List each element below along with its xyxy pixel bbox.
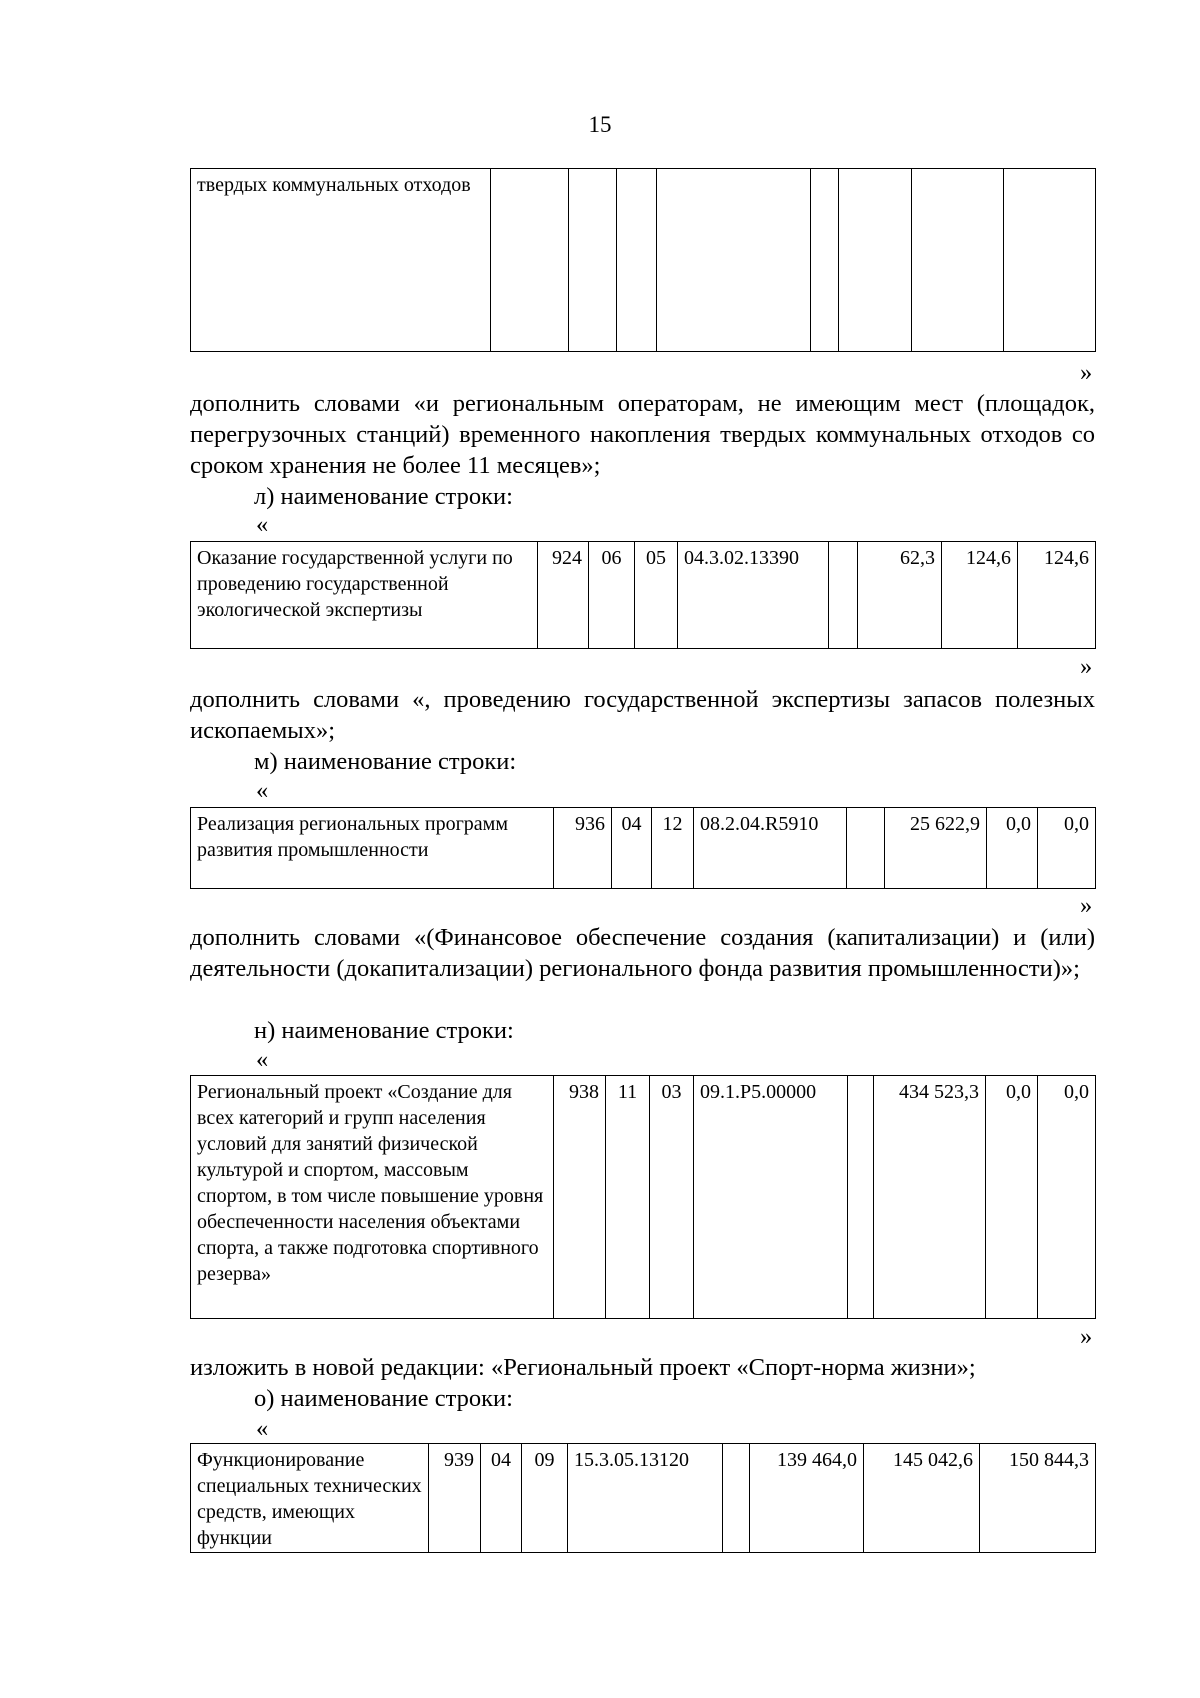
amount-year1-cell: 62,3 [858,542,942,649]
paragraph-amendment-3: дополнить словами «(Финансовое обеспечение создания (капитализации) и (или) деятельности (докапитализации) регионального фонда развития промышленности)»; [190,924,1095,982]
table-row-l [190,541,1096,649]
row-name-cell: Функционирование специальных технических средств, имеющих функции [191,1444,429,1553]
closing-quote: » [1080,1323,1093,1350]
opening-quote: « [256,777,269,804]
subsection-code-cell: 03 [650,1076,694,1319]
expense-type-cell [848,1076,874,1319]
row-name-cell: Оказание государственной услуги по проведению государственной экологической экспертизы [191,542,538,649]
table-row-n [190,1075,1096,1319]
opening-quote: « [256,1046,269,1073]
section-code-cell: 04 [612,808,652,889]
opening-quote: « [256,511,269,538]
heading-item-o: о) наименование строки: [254,1385,513,1412]
table-continuation [190,168,1096,352]
table-row-m [190,807,1096,889]
amount-year1-cell: 25 622,9 [885,808,987,889]
ministry-code-cell: 924 [538,542,589,649]
row-name-cell: Региональный проект «Создание для всех категорий и групп населения условий для занятий физической культурой и спортом, массовым спортом, в том числе повышение уровня обеспеченности населения объектами спорта, а также подготовка спортивного резерва» [191,1076,554,1319]
expense-type-cell [829,542,858,649]
subsection-code-cell: 12 [652,808,694,889]
row-name-cell: Реализация региональных программ развития промышленности [191,808,554,889]
paragraph-amendment-2: дополнить словами «, проведению государственной экспертизы запасов полезных ископаемых»; [190,686,1095,744]
amount-year1-cell: 139 464,0 [750,1444,864,1553]
subsection-code-cell: 09 [522,1444,568,1553]
page-number: 15 [588,112,612,137]
heading-item-l: л) наименование строки: [254,483,513,510]
section-code-cell: 06 [589,542,635,649]
amount-year3-cell: 124,6 [1018,542,1096,649]
target-article-cell: 04.3.02.13390 [678,542,829,649]
expense-type-cell [723,1444,750,1553]
amount-year2-cell: 145 042,6 [864,1444,980,1553]
paragraph-amendment-1: дополнить словами «и региональным операторам, не имеющим мест (площадок, перегрузочных станций) временного накопления твердых коммунальных отходов со сроком хранения не более 11 месяцев»; [190,390,1095,479]
row-name-cell: твердых коммунальных отходов [191,169,491,352]
section-code-cell: 04 [481,1444,522,1553]
closing-quote: » [1080,653,1093,680]
ministry-code-cell: 938 [554,1076,606,1319]
amount-year3-cell: 0,0 [1038,808,1096,889]
amount-year2-cell: 0,0 [987,808,1038,889]
ministry-code-cell: 939 [429,1444,481,1553]
closing-quote: » [1080,359,1093,386]
table-row-o [190,1443,1096,1553]
amount-year3-cell: 0,0 [1038,1076,1096,1319]
expense-type-cell [847,808,885,889]
section-code-cell: 11 [606,1076,650,1319]
ministry-code-cell: 936 [554,808,612,889]
opening-quote: « [256,1415,269,1442]
amount-year1-cell: 434 523,3 [874,1076,986,1319]
target-article-cell: 08.2.04.R5910 [694,808,847,889]
heading-item-n: н) наименование строки: [254,1017,514,1044]
target-article-cell: 15.3.05.13120 [568,1444,723,1553]
amount-year2-cell: 124,6 [942,542,1018,649]
amount-year3-cell: 150 844,3 [980,1444,1096,1553]
target-article-cell: 09.1.P5.00000 [694,1076,848,1319]
subsection-code-cell: 05 [635,542,678,649]
amount-year2-cell: 0,0 [986,1076,1038,1319]
closing-quote: » [1080,892,1093,919]
heading-item-m: м) наименование строки: [254,748,517,775]
paragraph-amendment-4: изложить в новой редакции: «Региональный проект «Спорт-норма жизни»; [190,1354,976,1381]
